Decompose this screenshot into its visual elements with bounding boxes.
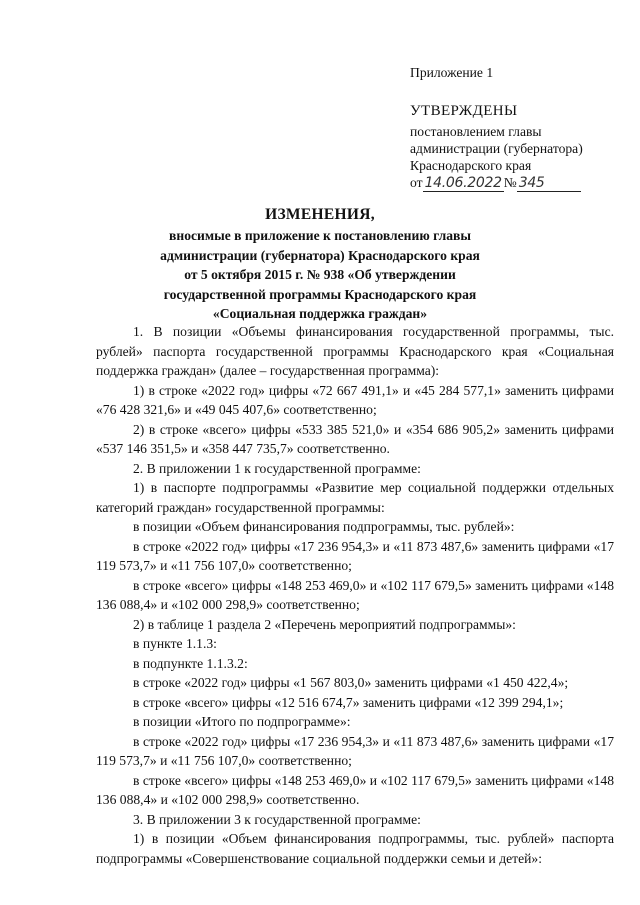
document-heading	[100, 206, 540, 324]
body-paragraph: 1) в паспорте подпрограммы «Развитие мер социальной поддержки отдельных категорий граждан» государственной программы:	[96, 480, 614, 515]
approval-line: администрации (губернатора)	[410, 141, 583, 156]
number-underline	[517, 175, 581, 192]
body-paragraph: 2) в строке «всего» цифры «533 385 521,0» и «354 686 905,2» заменить цифрами «537 146 351,5» и «358 447 735,7» соответственно.	[96, 421, 614, 456]
number-sign: №	[503, 175, 517, 190]
approval-line: Краснодарского края	[410, 158, 532, 173]
body-paragraph: в строке «2022 год» цифры «1 567 803,0» заменить цифрами «1 450 422,4»;	[133, 675, 569, 690]
body-paragraph: в пункте 1.1.3:	[133, 636, 217, 651]
heading-line: администрации (губернатора) Краснодарского края	[160, 247, 480, 263]
approval-date-line	[410, 174, 625, 192]
heading-line: вносимые в приложение к постановлению главы	[169, 228, 471, 243]
body-paragraph: в подпункте 1.1.3.2:	[133, 655, 248, 671]
body-paragraph: в строке «всего» цифры «12 516 674,7» заменить цифрами «12 399 294,1»;	[133, 694, 564, 710]
handwritten-number: 345	[518, 175, 545, 191]
date-underline	[423, 175, 504, 192]
handwritten-date: 14.06.2022	[424, 175, 502, 191]
heading-line: государственной программы Краснодарского края	[163, 286, 477, 302]
body-paragraph: 1) в строке «2022 год» цифры «72 667 491,1» и «45 284 577,1» заменить цифрами «76 428 321,6» и «49 045 407,6» соответственно;	[96, 382, 614, 417]
approval-line: постановлением главы	[410, 124, 542, 139]
body-paragraph: 3. В приложении 3 к государственной программе:	[133, 811, 421, 827]
body-paragraph: 2. В приложении 1 к государственной программе:	[133, 460, 421, 476]
document-body	[96, 322, 614, 868]
heading-line: «Социальная поддержка граждан»	[212, 306, 428, 321]
body-paragraph: в строке «2022 год» цифры «17 236 954,3» и «11 873 487,6» заменить цифрами «17 119 573,7» и «11 756 107,0» соответственно;	[96, 538, 614, 573]
appendix-label: Приложение 1	[410, 65, 494, 80]
body-paragraph: в позиции «Объем финансирования подпрограммы, тыс. рублей»:	[133, 519, 515, 534]
heading-title: ИЗМЕНЕНИЯ,	[265, 206, 375, 223]
date-prefix: от	[410, 175, 423, 190]
body-paragraph: 1) в позиции «Объем финансирования подпрограммы, тыс. рублей» паспорта подпрограммы «Совершенствование социальной поддержки семьи и детей»:	[96, 831, 614, 866]
approved-title: УТВЕРЖДЕНЫ	[410, 103, 518, 119]
body-paragraph: в строке «всего» цифры «148 253 469,0» и «102 117 679,5» заменить цифрами «148 136 088,4» и «102 000 298,9» соответственно;	[96, 577, 614, 612]
body-paragraph: 1. В позиции «Объемы финансирования государственной программы, тыс. рублей» паспорта государственной программы Краснодарского края «Социальная поддержка граждан» (далее – государственная программа):	[96, 324, 614, 378]
heading-line: от 5 октября 2015 г. № 938 «Об утверждении	[184, 267, 456, 282]
approval-block	[410, 64, 625, 192]
body-paragraph: в строке «2022 год» цифры «17 236 954,3» и «11 873 487,6» заменить цифрами «17 119 573,7» и «11 756 107,0» соответственно;	[96, 733, 614, 768]
body-paragraph: в позиции «Итого по подпрограмме»:	[133, 714, 351, 729]
body-paragraph: 2) в таблице 1 раздела 2 «Перечень мероприятий подпрограммы»:	[133, 616, 516, 632]
body-paragraph: в строке «всего» цифры «148 253 469,0» и «102 117 679,5» заменить цифрами «148 136 088,4» и «102 000 298,9» соответственно.	[96, 772, 614, 807]
